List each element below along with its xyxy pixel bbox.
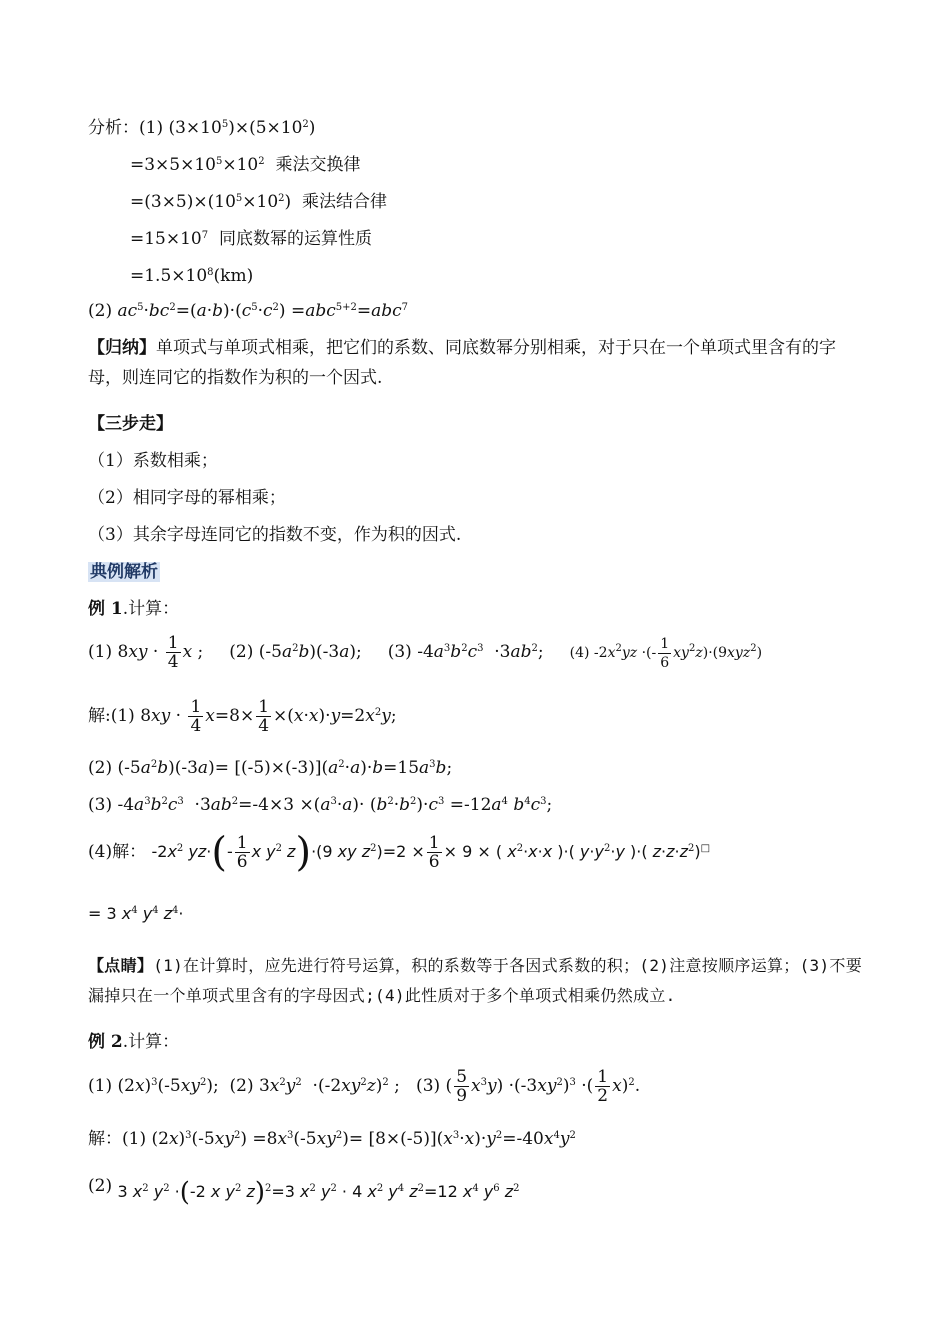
step-item-3: （3）其余字母连同它的指数不变，作为积的因式. <box>88 525 462 545</box>
example2-solution-1: 解：(1) $(2x)^3(-5xy^2) =8x^3(-5xy^2)= [8\times(-5)](x^3\cdot x)\cdot y^2=-40x^4y^2$ <box>88 1129 576 1149</box>
example1-label: 例 1 <box>88 599 123 619</box>
analysis-line-3: $=(3\times 5)\times(10^5\times 10^2)$ 乘法结合律 <box>130 192 387 212</box>
analysis-line-6: (2) $ac^5\cdot bc^2=(a\cdot b)\cdot(c^5\cdot c^2) =abc^{5+2}=abc^7$ <box>88 301 409 321</box>
tip-paragraph <box>88 951 863 1011</box>
example1-problems: (1) 8xy · $\frac{1}{4}$ x ; (2) $(-5a^2b)(-3a)$; (3) $-4a^3b^2c^3 \cdot 3ab^2$; (4) $-2x^2yz$ ·(- $\frac{1}{6}$ $xy^2z)\cdot(9xyz^2)$ <box>88 633 763 672</box>
analysis-line-4: $=15\times 10^7$ 同底数幂的运算性质 <box>130 229 372 249</box>
section-title <box>88 561 160 583</box>
note-commutative: 乘法交换律 <box>275 155 361 175</box>
example2-solution-2: (2) 3 $x^2$ $y^2 \cdot(-2$ x $y^2$ z)$^2$=3 $x^2$ $y^2 \cdot 4$ $x^2$ $y^4$ $z^2=12$ $x^4$ $y^6$ $z^2$ <box>88 1176 520 1208</box>
analysis-line-2: $=3\times 5\times 10^5\times 10^2$ 乘法交换律 <box>130 155 361 175</box>
analysis-line-5: $=1.5\times 10^8(km)$ <box>130 266 254 286</box>
example2-problems: (1) $(2x)^3(-5xy^2)$; (2) $3x^2y^2 \cdot(-2xy^2z)^2$ ; (3) ( $\frac{5}{9}$ $x^3y) \cdot(-3xy^2)^3$ ·( $\frac{1}{2}$ x)$^2$. <box>88 1067 641 1106</box>
section-title-text: 典例解析 <box>90 562 158 582</box>
solution4-label: (4)解： <box>88 842 147 862</box>
example1-title-rest: .计算： <box>122 599 180 619</box>
solution-label: 解: <box>88 706 111 726</box>
step-item-1: （1）系数相乘； <box>88 451 218 471</box>
step-item-2: （2）相同字母的幂相乘； <box>88 488 286 508</box>
note-associative: 乘法结合律 <box>302 192 387 212</box>
note-power-rule: 同底数幂的运算性质 <box>218 229 372 249</box>
example1-solution-4-result: = 3 $x^4$ $y^4$ $z^4\cdot$ <box>88 904 184 923</box>
summary-text: 单项式与单项式相乘，把它们的系数、同底数幂分别相乘，对于只在一个单项式里含有的字母，则连同它的指数作为积的一个因式. <box>88 338 836 388</box>
example1-solution-3: (3) $-4a^3b^2c^3 \cdot 3ab^2=-4\times 3 \times(a^3\cdot a)\cdot (b^2\cdot b^2)\cdot c^3 =-12a^4$ $b^4c^3$; <box>88 795 553 815</box>
tip-tag: 【点睛】 <box>88 956 154 975</box>
summary-paragraph <box>88 333 863 393</box>
example2-title <box>88 1031 179 1053</box>
example1-solution-4: (4)解： $-2x^2$ yz·(- $\frac{1}{6}$ x $y^2$ z)·(9 xy $z^2)=2$ × $\frac{1}{6}$ × 9 × ( $x^2\cdot x\cdot x$ )·( $y\cdot y^2\cdot y$ )·( $z\cdot z\cdot z^2)^□$ <box>88 829 711 876</box>
tip-text: (1)在计算时，应先进行符号运算，积的系数等于各因式系数的积；(2)注意按顺序运算；(3)不要漏掉只在一个单项式里含有的字母因式;(4)此性质对于多个单项式相乘仍然成立. <box>88 956 862 1005</box>
solution2-label: (2) <box>88 1176 113 1196</box>
analysis-line-1: 分析：(1) $(3\times 10^5)\times(5\times 10^2)$ <box>88 118 316 138</box>
steps-title: 【三步走】 <box>88 414 173 434</box>
analysis-label: 分析： <box>88 118 139 138</box>
example1-solution-2: (2) $(-5a^2b)(-3a)= [(-5)\times(-3)](a^2\cdot a)\cdot b=15a^3b$; <box>88 758 453 778</box>
example1-solution-1: 解:(1) 8xy · $\frac{1}{4}$ x=8× $\frac{1}{4}$ $\times(x\cdot x)\cdot y=2x^2y$; <box>88 697 397 736</box>
example2-label: 例 2 <box>88 1032 123 1052</box>
summary-tag: 【归纳】 <box>88 338 156 358</box>
example2-title-rest: .计算： <box>122 1032 180 1052</box>
example1-title <box>88 598 179 620</box>
